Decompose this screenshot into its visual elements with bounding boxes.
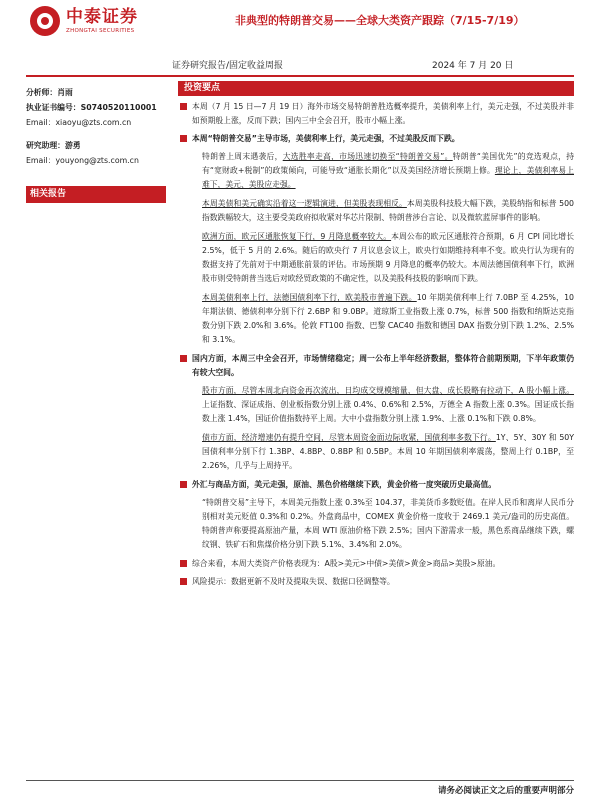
license-label: 执业证书编号： bbox=[26, 103, 81, 112]
report-type: 证券研究报告/固定收益周报 bbox=[172, 61, 284, 71]
paragraph bbox=[178, 496, 574, 552]
logo-english-name: ZHONGTAI SECURITIES bbox=[66, 28, 135, 34]
header-divider bbox=[26, 75, 574, 77]
underlined-text: 但美股表现相反。 bbox=[343, 199, 407, 208]
bullet-risk bbox=[178, 575, 574, 589]
bullet-square-icon bbox=[180, 135, 187, 142]
bullet-square-icon bbox=[180, 103, 187, 110]
assistant-email-link[interactable]: youyong@zts.com.cn bbox=[55, 156, 139, 165]
bullet-text: 外汇与商品方面，美元走强，原油、黑色价格继续下跌，黄金价格一度突破历史最高值。 bbox=[192, 480, 497, 489]
page-header bbox=[0, 0, 600, 60]
email-label: Email： bbox=[26, 156, 56, 165]
analyst-name: 肖雨 bbox=[57, 88, 73, 97]
text: 1Y、5Y、30Y 和 50Y 国债利率分别下行 1.3BP、4.8BP、0.8BP 和 0.5BP。本周 10 年期国债利率震荡，整周上行 0.1BP，至 2.26%，几乎与上周持平。 bbox=[202, 433, 574, 470]
bullet-fx-commodities bbox=[178, 478, 574, 492]
bullet-text: 综合来看，本周大类资产价格表现为：A股>美元>中债>美债>黄金>商品>美股>原油。 bbox=[192, 559, 501, 568]
bullet-square-icon bbox=[180, 481, 187, 488]
underlined-text: 股市方面，尽管本周北向资金再次流出， bbox=[202, 386, 345, 395]
underlined-text: 本周美债利率上行，法德国债利率下行，欧美股市普遍下跌。 bbox=[202, 293, 417, 302]
email-row-2 bbox=[26, 153, 166, 168]
logo-chinese-name: 中泰证券 bbox=[66, 7, 138, 27]
assistant-row bbox=[26, 138, 166, 153]
underlined-text: 债市方面，经济增速仍有提升空间，尽管本周资金面边际收紧，国债利率多数下行。 bbox=[202, 433, 496, 442]
text: 10 年期美债利率上行 7.0BP 至 4.25%，10 年期法债、德债利率分别下行 2.6BP 和 9.0BP。道琼斯工业指数上涨 0.7%，标普 500 指数和纳斯达克指数分别下跌 2.0%和 3.6%。伦敦 FT100 指数、巴黎 CAC40 指数和德国 DAX 指数分别下跌 1.2%、2.5%和 3.1%。 bbox=[202, 293, 574, 344]
company-logo bbox=[30, 6, 138, 36]
report-title: 非典型的特朗普交易——全球大类资产跟踪（7/15-7/19） bbox=[235, 14, 525, 27]
text: 上证指数、深证成指、创业板指数分别上涨 0.4%、0.6%和 2.5%，万德全 A 指数上涨 0.3%。国证成长指数上涨 1.4%，国证价值指数持平上周。大中小盘指数分别上涨 1.9%、上涨 0.1%和下跌 0.8%。 bbox=[202, 400, 574, 423]
author-panel bbox=[26, 85, 166, 168]
analyst-email-link[interactable]: xiaoyu@zts.com.cn bbox=[55, 118, 132, 127]
text: 本周美股科技股大幅下跌，美股纳指和标普 500 指数跌幅较大，这主要受美政府拟收紧对华芯片限制、特朗普涉台言论、以及微软蓝屏事件的影响。 bbox=[202, 199, 575, 222]
text: 本周公布的欧元区通胀符合预期，6 月 CPI 同比增长 2.5%，低于 5 月的 2.6%。随后的欧央行 7 月议息会议上，欧央行如期维持利率不变。欧央行认为现有的数据支持了先前对于中期通胀前景的评估。市场预期 9 月降息的概率仍较大。本周法德国债利率下行，欧洲股市则受特朗普当选后对欧经贸政策的不确定性，以及美股科技股的影响而下跌。 bbox=[202, 232, 575, 283]
paragraph bbox=[178, 384, 574, 426]
text: 特朗普“美国优先”的竞选观点，持有“宽财政+税制”的政策倾向，可能导致“通胀长期化”以及美国经济增长预期上修。 bbox=[202, 152, 575, 175]
paragraph bbox=[178, 197, 574, 225]
logo-circle-icon bbox=[30, 6, 60, 36]
text: 特朗普上周末遇袭后， bbox=[202, 152, 283, 161]
underlined-text: 本周美债和美元确实沿着这一逻辑演进， bbox=[202, 199, 344, 208]
bullet-text: 本周“特朗普交易”主导市场，美债利率上行，美元走强，不过美股反而下跌。 bbox=[192, 134, 460, 143]
related-reports-banner: 相关报告 bbox=[26, 186, 166, 203]
underlined-text: 欧洲方面，欧元区通胀恢复下行，9 月降息概率较大。 bbox=[202, 232, 392, 241]
license-row bbox=[26, 100, 166, 115]
investment-highlights-banner: 投资要点 bbox=[178, 81, 574, 96]
text: “特朗普交易”主导下，本周美元指数上涨 0.3%至 104.37，非美货币多数贬值。在岸人民币和离岸人民币分别相对美元贬值 0.3%和 0.2%。外盘商品中，COMEX 黄金价格一度收于 2469.1 美元/盎司的历史高值。特朗普声称要提高原油产量，本周 WTI 原油价格下跌 2.5%；国内下游需求一般，黑色系商品继续下跌，螺纹钢、铁矿石和焦煤价格分别下跌 5.1%、3.4%和 2.0%。 bbox=[202, 498, 574, 549]
bullet-square-icon bbox=[180, 560, 187, 567]
paragraph bbox=[178, 431, 574, 473]
underlined-text: 大选胜率走高，市场迅速切换至“特朗普交易”。 bbox=[282, 152, 453, 161]
bullet-summary bbox=[178, 557, 574, 571]
bullet-text: 风险提示：数据更新不及时及提取失误、数据口径调整等。 bbox=[192, 577, 395, 586]
assistant-label: 研究助理： bbox=[26, 141, 65, 150]
bullet-overview bbox=[178, 100, 574, 128]
analyst-label: 分析师： bbox=[26, 88, 58, 97]
underlined-text: 理论上，美债利率易上难下，美元、美股应走强。 bbox=[202, 166, 574, 189]
email-row-1 bbox=[26, 115, 166, 130]
footer-disclaimer: 请务必阅读正文之后的重要声明部分 bbox=[437, 786, 574, 796]
investment-highlights bbox=[178, 100, 574, 593]
analyst-row bbox=[26, 85, 166, 100]
underlined-text: 日均成交规模缩量，但大盘、成长股略有拉动下，A 股小幅上涨。 bbox=[344, 386, 575, 395]
paragraph bbox=[178, 150, 574, 192]
spacer bbox=[26, 130, 166, 138]
footer-divider bbox=[26, 780, 574, 781]
bullet-overseas bbox=[178, 132, 574, 146]
bullet-domestic bbox=[178, 352, 574, 380]
paragraph bbox=[178, 291, 574, 347]
assistant-name: 游勇 bbox=[64, 141, 81, 150]
email-label: Email： bbox=[26, 118, 56, 127]
bullet-text: 本周（7 月 15 日—7 月 19 日）海外市场交易特朗普胜选概率提升，美债利率上行，美元走强，不过美股并非如预期般上涨，反而下跌；国内三中全会召开，股市小幅上涨。 bbox=[192, 102, 574, 125]
bullet-square-icon bbox=[180, 578, 187, 585]
paragraph bbox=[178, 230, 574, 286]
report-date: 2024 年 7 月 20 日 bbox=[432, 61, 514, 71]
bullet-text: 国内方面，本周三中全会召开，市场情绪稳定；周一公布上半年经济数据，整体符合前期预期，下半年政策仍有较大空间。 bbox=[192, 354, 574, 377]
bullet-square-icon bbox=[180, 355, 187, 362]
license-number: S0740520110001 bbox=[80, 103, 157, 112]
